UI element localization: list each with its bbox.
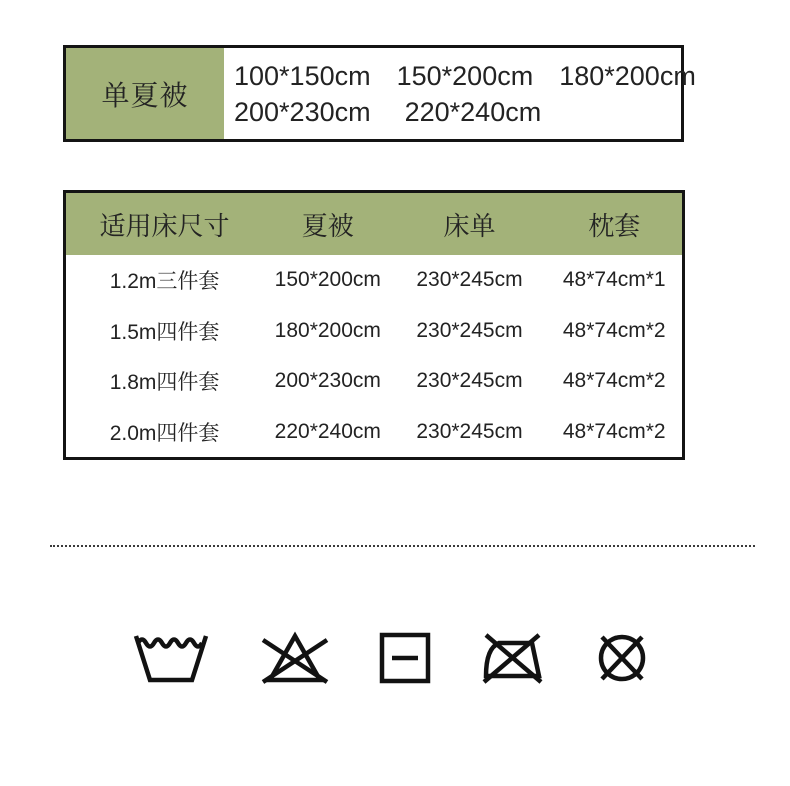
- row-label: 1.5m四件套: [109, 320, 220, 344]
- column-header: 床单: [443, 210, 496, 241]
- size-value: 180*200cm: [559, 60, 696, 91]
- spec-cell: 230*245cm: [416, 268, 523, 292]
- banner-label: 单夏被: [66, 48, 224, 139]
- row-label: 1.8m四件套: [109, 371, 220, 395]
- table-row: [66, 356, 682, 407]
- size-value: 100*150cm: [234, 60, 371, 91]
- banner-size-line: [234, 58, 696, 94]
- spec-cell: 48*74cm*2: [562, 419, 666, 443]
- spec-table-header: [66, 193, 682, 255]
- spec-cell: 48*74cm*2: [562, 318, 666, 342]
- size-value: 150*200cm: [396, 60, 534, 91]
- spec-cell: 48*74cm*2: [562, 369, 666, 393]
- column-header: 夏被: [301, 210, 354, 241]
- do-not-iron-icon: [479, 630, 545, 686]
- spec-cell: 150*200cm: [274, 268, 381, 292]
- table-row: [66, 306, 682, 357]
- bedding-spec-table: [63, 190, 685, 460]
- care-symbols-row: [131, 628, 651, 688]
- size-value: 220*240cm: [404, 96, 542, 127]
- do-not-bleach-icon: [259, 629, 331, 687]
- spec-cell: 180*200cm: [274, 318, 381, 342]
- table-row: [66, 255, 682, 306]
- row-label: 2.0m四件套: [109, 421, 220, 445]
- row-label: 1.2m三件套: [109, 270, 220, 294]
- size-value: 200*230cm: [234, 96, 371, 127]
- column-header: 适用床尺寸: [99, 210, 230, 241]
- banner-size-line: [234, 94, 696, 130]
- dry-flat-icon: [379, 632, 431, 684]
- spec-cell: 200*230cm: [274, 369, 381, 393]
- spec-cell: 230*245cm: [416, 318, 523, 342]
- column-header: 枕套: [588, 210, 641, 241]
- dashed-divider: [50, 545, 755, 547]
- do-not-dry-clean-icon: [593, 630, 651, 686]
- table-row: [66, 407, 682, 458]
- size-banner-table: [63, 45, 696, 142]
- spec-cell: 230*245cm: [416, 419, 523, 443]
- spec-cell: 230*245cm: [416, 369, 523, 393]
- wash-tub-icon: [131, 632, 211, 684]
- spec-cell: 220*240cm: [274, 419, 381, 443]
- banner-sizes: [224, 48, 696, 139]
- spec-cell: 48*74cm*1: [562, 268, 666, 292]
